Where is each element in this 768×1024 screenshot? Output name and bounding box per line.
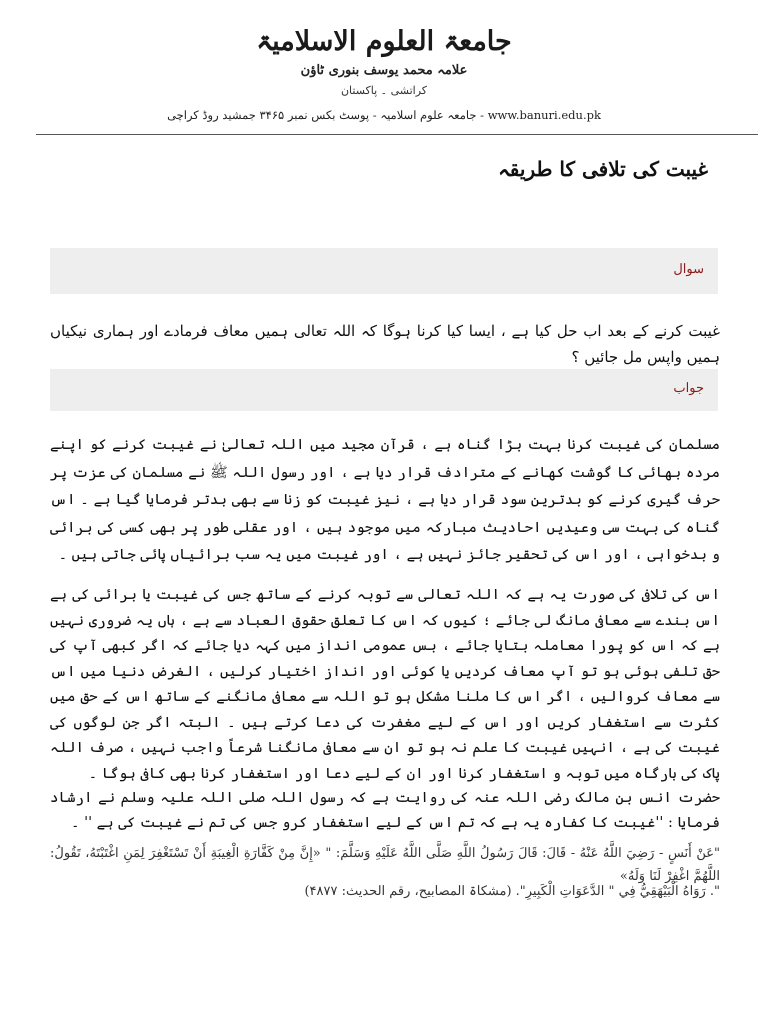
page-title: غیبت کی تلافی کا طریقہ [498,157,708,181]
question-text: غیبت کرنے کے بعد اب حل کیا ہے ، ایسا کیا کرنا ہوگا کہ اللہ تعالی ہمیں معاف فرمادے اور ہماری نیکیاں ہمیں واپس مل جائیں ؟ [50,322,720,366]
answer-paragraph-2: اس کی تلافی کی صورت یہ ہے کہ اللہ تعالی سے توبہ کرنے کے ساتھ جس کی غیبت یا برائی کی ہے اس بندے سے معافی مانگ لی جائے ؛ کیوں کہ اس کا تعلق حقوق العباد سے ہے ، ہاں یہ ضروری نہیں ہے کہ اس کو پورا معاملہ بتایا جائے ، بس عمومی انداز میں کہہ دیا جائے کہ اگر کبھی آپ کی حق تلفی ہوئی ہو تو آپ معاف کردیں یا کوئی اور انداز اختیار کرلیں ، الغرض دنیا میں اس سے معاف کروالیں ، اگر اس کا ملنا مشکل ہو تو اللہ سے معافی مانگنے کے ساتھ اس کے حق میں کثرت سے استغفار کریں اور اس کے لیے مغفرت کی دعا کرتے ہیں ۔ البتہ اگر جن لوگوں کی غیبت کی ہے ، انہیں غیبت کا علم نہ ہو تو ان سے معافی مانگنا شرعاً واجب نہیں ، صرف اللہ پاک کی بارگاہ میں توبہ و استغفار کرنا اور ان کے لیے دعا اور استغفار کرنا بھی کافی ہوگا ۔ [50,587,720,782]
question-label: سوال [673,262,704,277]
answer-section-bar [50,369,718,411]
institution-logo-text: جامعۃ العلوم الاسلامیۃ [256,26,512,57]
arabic-hadith: "عَنْ أَنَسٍ - رَضِيَ اللَّهُ عَنْهُ - قَالَ: قَالَ رَسُولُ اللَّهِ صَلَّى اللَّهُ عَلَيْهِ وَسَلَّمَ: " «إِنَّ مِنْ كَفَّارَةِ الْغِيبَةِ أَنْ تَسْتَغْفِرَ لِمَنِ اغْتَبْتَهُ، تَقُولُ: اللَّهُمَّ اغْفِرْ لَنَا وَلَهُ» [50,846,720,884]
institution-address: www.banuri.edu.pk - جامعہ علوم اسلامیہ - پوسٹ بکس نمبر ۳۴۶۵ جمشید روڈ کراچی [167,108,601,122]
institution-city: کراتشی ۔ پاکستان [340,84,428,97]
header-divider [36,134,758,135]
answer-paragraph-3: حضرت انس بن مالک رضی اللہ عنہ کی روایت ہے کہ رسول اللہ صلی اللہ علیہ وسلم نے ارشاد فرمایا : ''غیبت کا کفارہ یہ ہے کہ تم اس کے لیے استغفار کرو جس کی تم نے غیبت کی ہے '' ۔ [50,790,720,831]
institution-subtitle: علامہ محمد یوسف بنوری ٹاؤن [300,63,468,78]
hadith-reference: ". رَوَاهُ الْبَيْهَقِيُّ فِي " الدَّعَوَاتِ الْكَبِيرِ". (مشکاۃ المصابیح، رقم الحدیث: ۴۸۷۷) [304,884,720,899]
question-section-bar [50,248,718,294]
letterhead [0,0,768,136]
answer-label: جواب [673,381,704,396]
answer-paragraph-1: مسلمان کی غیبت کرنا بہت بڑا گناہ ہے ، قرآن مجید میں اللہ تعالیٰ نے غیبت کرنے کو اپنے مردہ بھائی کا گوشت کھانے کے مترادف قرار دیا ہے ، اور رسول اللہ ﷺ نے مسلمان کی عزت پر حرف گیری کرنے کو بدترین سود قرار دیا ہے ، نیز غیبت کو زنا سے بھی بدتر فرمایا گیا ہے ۔ اس گناہ کی بہت سی وعیدیں احادیث مبارکہ میں موجود ہیں ، اور عقلی طور پر بھی کسی کی برائی و بدخواہی ، اور اس کی تحقیر جائز نہیں ہے ، اور غیبت میں یہ سب برائیاں پائی جاتی ہیں ۔ [50,437,720,563]
